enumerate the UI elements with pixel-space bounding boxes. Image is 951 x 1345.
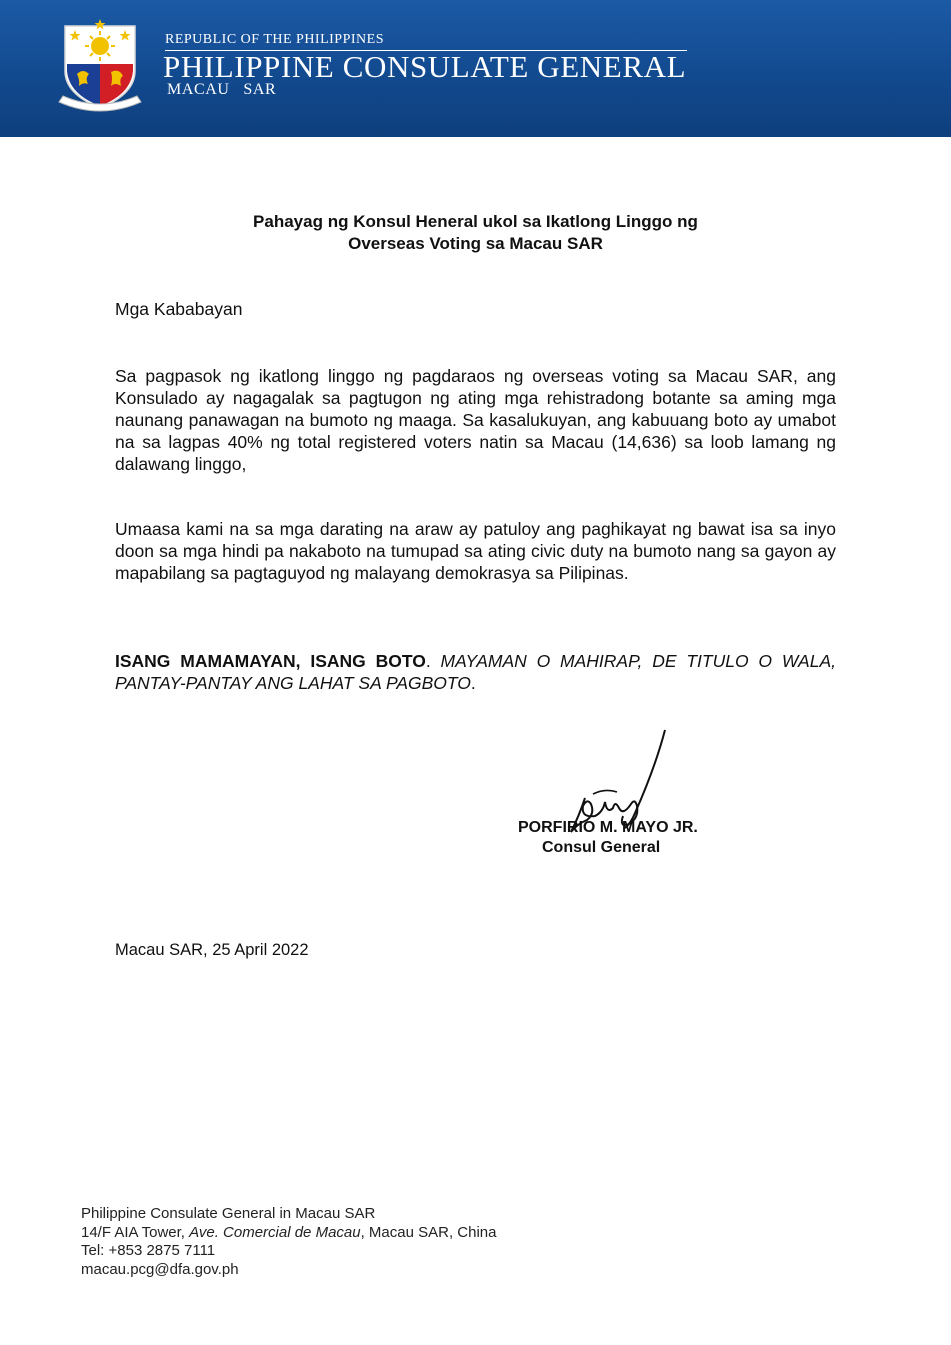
document-title-line-2: Overseas Voting sa Macau SAR bbox=[348, 234, 603, 253]
letterhead-country: REPUBLIC OF THE PHILIPPINES bbox=[165, 32, 384, 47]
footer-email[interactable]: macau.pcg@dfa.gov.ph bbox=[81, 1260, 239, 1278]
footer-phone: Tel: +853 2875 7111 bbox=[81, 1242, 216, 1259]
footer-office: Philippine Consulate General in Macau SAR bbox=[81, 1205, 376, 1222]
signatory-name: PORFIRIO M. MAYO JR. bbox=[518, 819, 698, 836]
signatory-title: Consul General bbox=[542, 839, 661, 856]
slogan-bold: ISANG MAMAMAYAN, ISANG BOTO bbox=[115, 651, 426, 671]
letterhead-office: PHILIPPINE CONSULATE GENERAL bbox=[163, 49, 687, 84]
paragraph-call-to-vote: Umaasa kami na sa mga darating na araw ay patuloy ang paghikayat ng bawat isa sa inyo doon sa mga hindi pa nakaboto na tumupad sa ating civic duty na bumoto nang sa gayon ay mapabilang sa pagtaguyod ng malayang demokrasya sa Pilipinas. bbox=[115, 519, 836, 583]
footer-address bbox=[81, 1224, 497, 1243]
document-title-line-1: Pahayag ng Konsul Heneral ukol sa Ikatlong Linggo ng bbox=[253, 212, 698, 231]
footer-address-prefix: 14/F AIA Tower, bbox=[81, 1223, 190, 1241]
footer-contact bbox=[81, 1205, 497, 1279]
slogan-separator: . bbox=[425, 651, 441, 671]
philippine-seal-icon bbox=[55, 16, 145, 116]
letterhead-location: MACAU SAR bbox=[167, 81, 277, 98]
salutation: Mga Kababayan bbox=[115, 299, 243, 319]
slogan-italic: MAYAMAN O MAHIRAP, DE TITULO O WALA, PANTAY-PANTAY ANG LAHAT SA PAGBOTO bbox=[115, 651, 836, 693]
slogan-end: . bbox=[470, 673, 476, 693]
footer-address-street: Ave. Comercial de Macau bbox=[189, 1223, 361, 1241]
paragraph-slogan bbox=[115, 650, 836, 694]
footer-address-suffix: , Macau SAR, China bbox=[360, 1223, 497, 1241]
place-and-date: Macau SAR, 25 April 2022 bbox=[115, 941, 309, 959]
paragraph-voter-turnout: Sa pagpasok ng ikatlong linggo ng pagdaraos ng overseas voting sa Macau SAR, ang Konsulado ay nagagalak sa pagtugon ng ating mga rehistradong botante sa aming mga naunang panawagan na bumoto ng maaga. Sa kasalukuyan, ang kabuuang boto ay umabot na sa lagpas 40% ng total registered voters natin sa Macau (14,636) sa loob lamang ng dalawang linggo, bbox=[115, 366, 836, 474]
letterhead-banner bbox=[0, 0, 951, 137]
